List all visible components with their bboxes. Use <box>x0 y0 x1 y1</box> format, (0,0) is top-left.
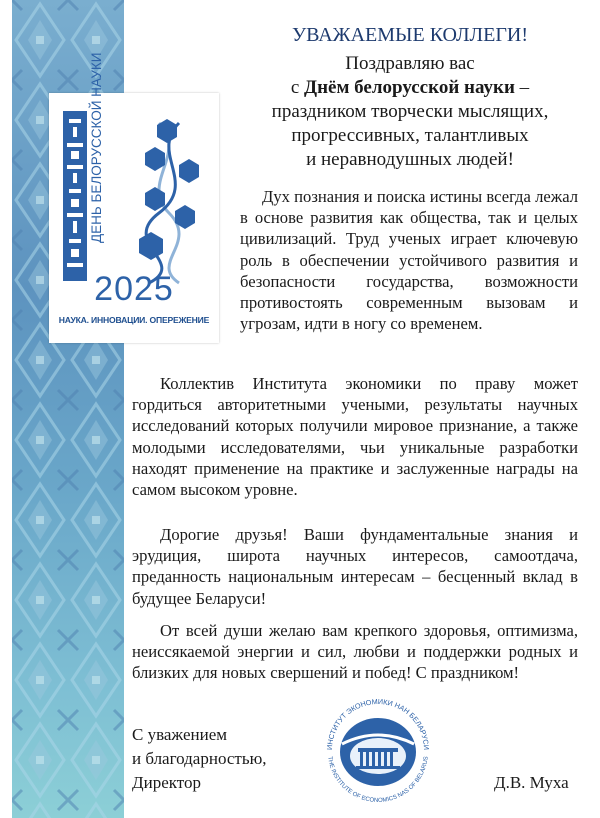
logo-vertical-title: ДЕНЬ БЕЛОРУССКОЙ НАУКИ <box>89 52 104 243</box>
greeting-line-4: прогрессивных, талантливых <box>291 125 529 146</box>
paragraph-2: Коллектив Института экономики по праву может гордиться авторитетными учеными, результаты научных исследований которых получили мировое признание, а также молодыми исследователями, чьи уникальные разработки находят применение на практике и заслуженные награды на самом высоком уровне. <box>132 374 578 500</box>
institute-emblem-graphic <box>318 690 438 810</box>
logo-year: 2025 <box>94 270 174 308</box>
greeting-line-2 <box>240 76 580 99</box>
paragraph-4: От всей души желаю вам крепкого здоровья, оптимизма, неиссякаемой энергии и сил, любви и поддержки родных и близких для новых свершений и побед! С праздником! <box>132 621 578 683</box>
institute-emblem-bottom-text: THE INSTITUTE OF ECONOMICS NAS OF BELARUS <box>326 756 430 805</box>
greeting-line-5: и неравнодушных людей! <box>306 149 514 170</box>
institute-emblem-top-text: ИНСТИТУТ ЭКОНОМИКИ НАН БЕЛАРУСИ <box>324 696 432 751</box>
paragraph-3: Дорогие друзья! Ваши фундаментальные знания и эрудиция, широта научных интересов, самоотдача, преданность национальным интересам – бесценный вклад в будущее Беларуси! <box>132 525 578 608</box>
science-day-logo <box>49 52 219 343</box>
greeting-line-3: праздником творчески мыслящих, <box>271 101 549 122</box>
greeting-line-1: Поздравляю вас <box>345 53 475 74</box>
institute-emblem <box>318 690 438 810</box>
signature-title: Директор <box>132 773 201 792</box>
signature-line-2: и благодарностью, <box>132 749 267 768</box>
signature-line-1: С уважением <box>132 725 228 744</box>
greeting-line-2-prefix: с <box>290 77 305 98</box>
greeting-title: УВАЖАЕМЫЕ КОЛЛЕГИ! <box>291 24 528 46</box>
logo-slogan: НАУКА. ИННОВАЦИИ. ОПЕРЕЖЕНИЕ <box>58 315 210 325</box>
greeting-line-2-suffix: – <box>514 77 530 98</box>
signature-name: Д.В. Муха <box>494 773 569 792</box>
greeting-line-2-bold: Днём белорусской науки <box>304 77 515 98</box>
paragraph-1: Дух познания и поиска истины всегда лежал в основе развития как общества, так и целых цивилизаций. Труд ученых играет ключевую роль в обеспечении устойчивого развития и безопасности государства, возможности противостоять современным вызовам и угрозам, идти в ногу со временем. <box>240 187 578 334</box>
